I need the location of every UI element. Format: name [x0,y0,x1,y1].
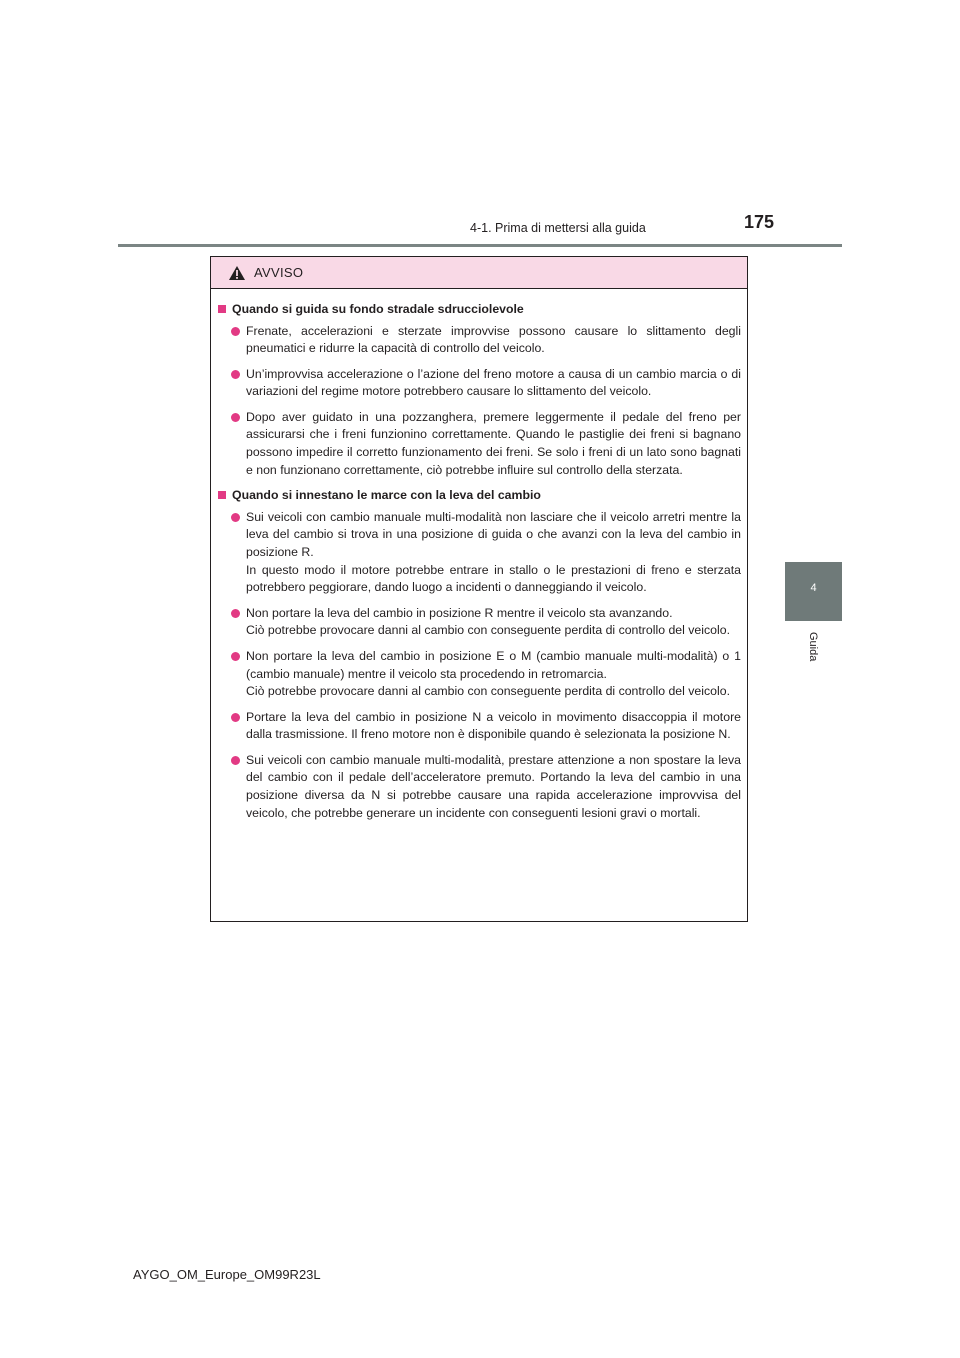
list-item-text: Sui veicoli con cambio manuale multi-modalità non lasciare che il veicolo arretri mentre la leva del cambio si trova in una posizione di guida o che avanzi con la leva del cambio in posizione R. In questo modo il motore potrebbe entrare in stallo o le prestazioni di freno e sterzata potrebbero peggiorare, dando luogo a incidenti o danneggiando il veicolo. [246,509,741,595]
list-item [231,709,741,744]
circle-bullet-icon [231,413,240,422]
circle-bullet-icon [231,652,240,661]
list-item-text: Non portare la leva del cambio in posizione E o M (cambio manuale multi-modalità) o 1 (cambio manuale) mentre il veicolo sta procedendo in retromarcia. Ciò potrebbe provocare danni al cambio con conseguente perdita di controllo del veicolo. [246,648,741,699]
list-item [231,323,741,358]
section-heading [217,301,741,319]
chapter-label: Guida [807,632,819,662]
circle-bullet-icon [231,370,240,379]
warning-title: AVVISO [254,265,304,280]
list-item [231,648,741,701]
list-item [231,605,741,640]
warning-box [210,256,748,922]
list-item [231,366,741,401]
list-item-text: Un’improvvisa accelerazione o l’azione del freno motore a causa di un cambio marcia o di variazioni del regime motore potrebbero causare lo slittamento del veicolo. [246,366,741,399]
list-item-text: Non portare la leva del cambio in posizione R mentre il veicolo sta avanzando. Ciò potrebbe provocare danni al cambio con conseguente perdita di controllo del veicolo. [246,605,730,638]
list-item-text: Dopo aver guidato in una pozzanghera, premere leggermente il pedale del freno per assicurarsi che i freni funzionino correttamente. Quando le pastiglie dei freni si bagnano possono impedire il corretto funzionamento dei freni. Se solo i freni di un lato sono bagnati e non funzionano correttamente, ciò potrebbe influire sul controllo della sterzata. [246,409,741,477]
chapter-tab [785,562,842,621]
list-item-text: Sui veicoli con cambio manuale multi-modalità, prestare attenzione a non spostare la leva del cambio con il pedale dell’acceleratore premuto. Portando la leva del cambio in una posizione diversa da N si potrebbe causare una rapida accelerazione improvvisa del veicolo, che potrebbe generare un incidente con conseguenti lesioni gravi o mortali. [246,752,741,820]
section-heading [217,487,741,505]
list-item [231,509,741,597]
section-heading-text: Quando si innestano le marce con la leva del cambio [232,488,541,503]
header-divider [118,244,842,247]
circle-bullet-icon [231,327,240,336]
square-bullet-icon [218,491,226,499]
warning-header [211,257,747,289]
section-title: 4-1. Prima di mettersi alla guida [470,221,646,235]
chapter-number: 4 [810,582,817,594]
list-item [231,409,741,479]
list-item [231,752,741,822]
list-item-text: Portare la leva del cambio in posizione N a veicolo in movimento disaccoppia il motore dalla trasmissione. Il freno motore non è disponibile quando è selezionata la posizione N. [246,709,741,742]
list-item-text: Frenate, accelerazioni e sterzate improvvise possono causare lo slittamento degli pneumatici e ridurre la capacità di controllo del veicolo. [246,323,741,356]
warning-triangle-icon [228,265,246,281]
page-number: 175 [744,212,775,232]
section-heading-text: Quando si guida su fondo stradale sdrucciolevole [232,302,524,316]
circle-bullet-icon [231,756,240,765]
circle-bullet-icon [231,513,240,522]
circle-bullet-icon [231,609,240,618]
square-bullet-icon [218,305,226,313]
circle-bullet-icon [231,713,240,722]
document-code: AYGO_OM_Europe_OM99R23L [133,1267,321,1282]
warning-body [211,289,747,822]
